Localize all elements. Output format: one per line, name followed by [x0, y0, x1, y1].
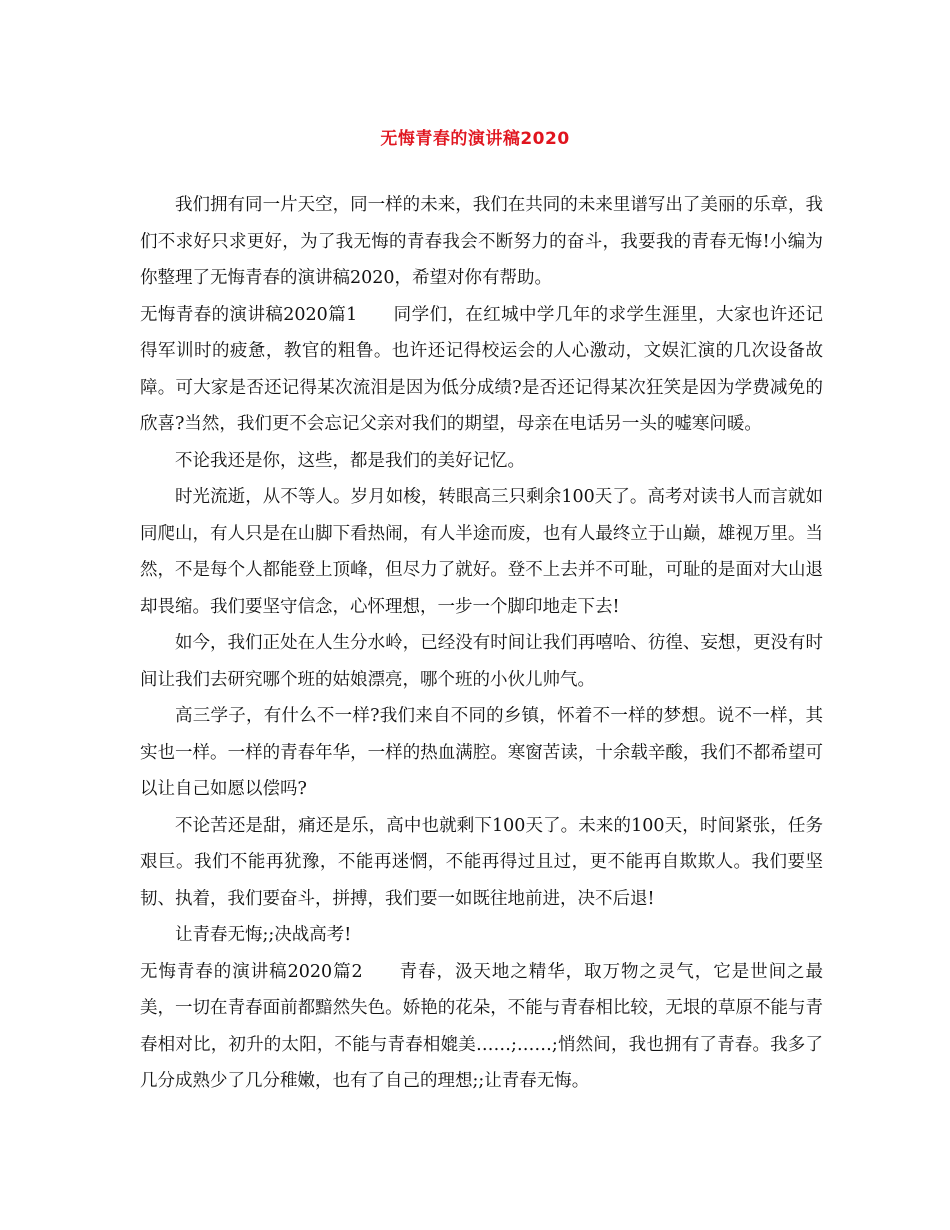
- paragraph-section-2: [140, 954, 823, 1100]
- section-1-text: 同学们，在红城中学几年的求学生涯里，大家也许还记得军训时的疲惫，教官的粗鲁。也许还记得校运会的人心激动，文娱汇演的几次设备故障。可大家是否还记得某次流泪是因为低分成绩?是否还记得某次狂笑是因为学费减免的欣喜?当然，我们更不会忘记父亲对我们的期望，母亲在电话另一头的嘘寒问暖。: [140, 304, 824, 434]
- paragraph-100-days: 不论苦还是甜，痛还是乐，高中也就剩下100天了。未来的100天，时间紧张，任务艰巨。我们不能再犹豫，不能再迷惘，不能再得过且过，更不能再自欺欺人。我们要坚韧、执着，我们要奋斗，拼搏，我们要一如既往地前进，决不后退!: [140, 815, 823, 909]
- paragraph-memories: 不论我还是你，这些，都是我们的美好记忆。: [175, 450, 525, 471]
- paragraph-time: 时光流逝，从不等人。岁月如梭，转眼高三只剩余100天了。高考对读书人而言就如同爬山，有人只是在山脚下看热闹，有人半途而废，也有人最终立于山巅，雄视万里。当然，不是每个人都能登上顶峰，但尽力了就好。登不上去并不可耻，可耻的是面对大山退却畏缩。我们要坚守信念，心怀理想，一步一个脚印地走下去!: [140, 487, 823, 617]
- section-heading-2: 无悔青春的演讲稿2020篇2: [140, 961, 363, 982]
- paragraph-section-1: [140, 297, 823, 443]
- paragraph-watershed: 如今，我们正处在人生分水岭，已经没有时间让我们再嘻哈、彷徨、妄想，更没有时间让我们去研究哪个班的姑娘漂亮，哪个班的小伙儿帅气。: [140, 633, 823, 690]
- section-2-text: 青春，汲天地之精华，取万物之灵气，它是世间之最美，一切在青春面前都黯然失色。娇艳的花朵，不能与青春相比较，无垠的草原不能与青春相对比，初升的太阳，不能与青春相媲美……;……;悄然间，我也拥有了青春。我多了几分成熟少了几分稚嫩，也有了自己的理想;;让青春无悔。: [140, 961, 824, 1091]
- document-title: 无悔青春的演讲稿2020: [380, 129, 570, 149]
- document-body: [140, 187, 823, 1100]
- paragraph-slogan: 让青春无悔;;决战高考!: [175, 925, 352, 945]
- paragraph-intro: 我们拥有同一片天空，同一样的未来，我们在共同的未来里谱写出了美丽的乐章，我们不求好只求更好，为了我无悔的青春我会不断努力的奋斗，我要我的青春无悔!小编为你整理了无悔青春的演讲稿2020，希望对你有帮助。: [140, 195, 823, 288]
- section-heading-1: 无悔青春的演讲稿2020篇1: [140, 304, 358, 325]
- paragraph-students: 高三学子，有什么不一样?我们来自不同的乡镇，怀着不一样的梦想。说不一样，其实也一样。一样的青春年华，一样的热血满腔。寒窗苦读，十余载辛酸，我们不都希望可以让自己如愿以偿吗?: [140, 706, 823, 799]
